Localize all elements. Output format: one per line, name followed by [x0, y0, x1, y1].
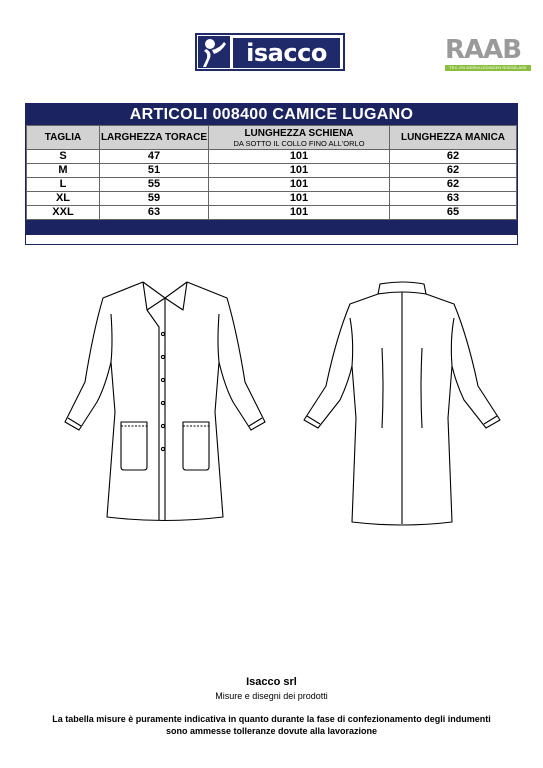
header-lunghezza-schiena [209, 126, 390, 150]
coat-back-drawing [292, 278, 512, 528]
cell-back-length: 101 [209, 206, 390, 220]
header-label: LUNGHEZZA SCHIENA [244, 127, 354, 139]
cell-chest: 55 [100, 178, 209, 192]
cell-sleeve-length: 62 [390, 150, 517, 164]
cell-size: XL [27, 192, 100, 206]
raab-logo [445, 36, 531, 74]
isacco-logo-mark-icon [198, 36, 230, 68]
header-larghezza-torace [100, 126, 209, 150]
size-table-title: ARTICOLI 008400 CAMICE LUGANO [26, 104, 517, 125]
cell-back-length: 101 [209, 192, 390, 206]
cell-size: L [27, 178, 100, 192]
table-footer-bar [27, 220, 517, 235]
cell-chest: 59 [100, 192, 209, 206]
cell-sleeve-length: 65 [390, 206, 517, 220]
cell-chest: 51 [100, 164, 209, 178]
table-row [27, 178, 517, 192]
cell-back-length: 101 [209, 164, 390, 178]
isacco-logo [195, 33, 345, 71]
header-label: LUNGHEZZA MANICA [400, 132, 506, 143]
header-label: TAGLIA [44, 132, 82, 143]
header-taglia [27, 126, 100, 150]
table-row [27, 150, 517, 164]
company-name: Isacco srl [246, 676, 297, 688]
size-table-grid [26, 125, 517, 235]
cell-chest: 63 [100, 206, 209, 220]
size-table [25, 103, 518, 245]
cell-back-length: 101 [209, 150, 390, 164]
table-header-row [27, 126, 517, 150]
cell-size: M [27, 164, 100, 178]
isacco-logo-text: isacco [233, 38, 340, 68]
header-lunghezza-manica [390, 126, 517, 150]
table-row [27, 164, 517, 178]
raab-logo-text: RAAB [445, 35, 522, 65]
raab-logo-tagline: TEX- EN WERKKLEDINGEN ROESELARE [445, 65, 531, 71]
disclaimer-line-1: La tabella misure è puramente indicativa in quanto durante la fase di confezionamento degli indumenti [52, 714, 491, 724]
cell-chest: 47 [100, 150, 209, 164]
header-label: LARGHEZZA TORACE [100, 132, 208, 143]
company-subtitle: Misure e disegni dei prodotti [215, 691, 328, 701]
header-sublabel: DA SOTTO IL COLLO FINO ALL'ORLO [233, 138, 365, 148]
cell-sleeve-length: 62 [390, 164, 517, 178]
cell-back-length: 101 [209, 178, 390, 192]
cell-size: S [27, 150, 100, 164]
table-row [27, 206, 517, 220]
cell-size: XXL [27, 206, 100, 220]
disclaimer-line-2: sono ammesse tolleranze dovute alla lavorazione [165, 726, 378, 736]
cell-sleeve-length: 63 [390, 192, 517, 206]
disclaimer-note [40, 713, 503, 737]
table-row [27, 192, 517, 206]
cell-sleeve-length: 62 [390, 178, 517, 192]
coat-front-drawing [55, 272, 275, 527]
